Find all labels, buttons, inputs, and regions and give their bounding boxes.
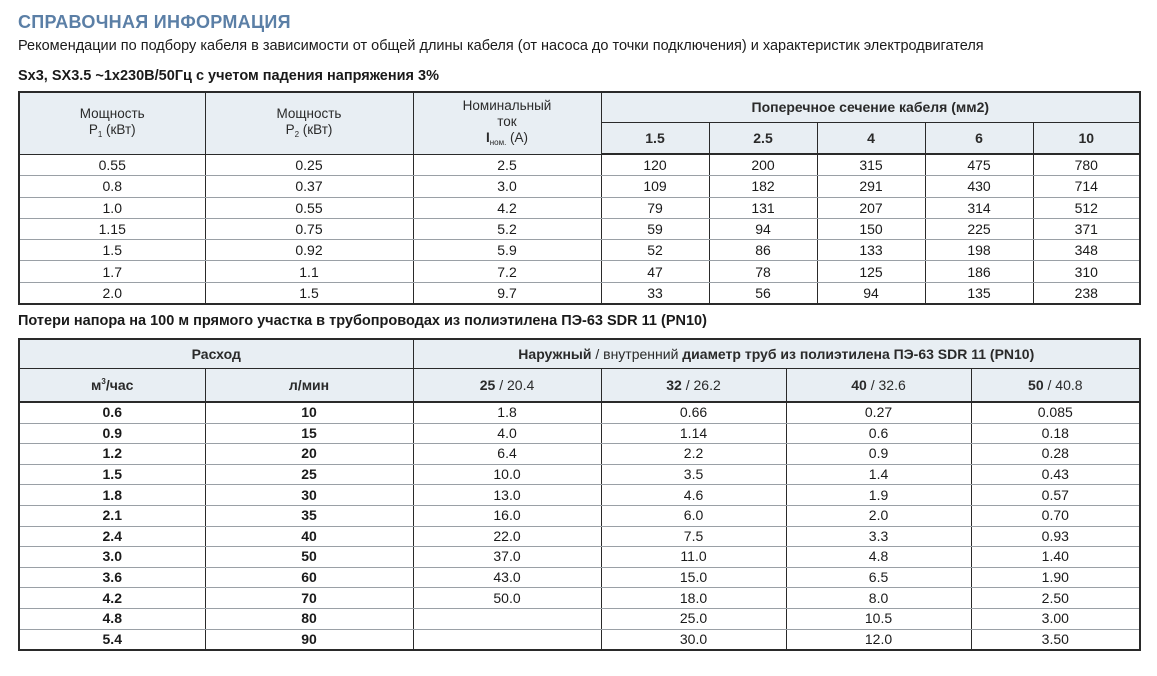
table-cell: 4.6 bbox=[601, 485, 786, 506]
table-row bbox=[19, 423, 1140, 444]
table-cell: 10 bbox=[205, 402, 413, 423]
table-cell: 135 bbox=[925, 282, 1033, 304]
table-row bbox=[19, 218, 1140, 239]
table-cell: 79 bbox=[601, 197, 709, 218]
table-cell: 94 bbox=[709, 218, 817, 239]
table-cell: 2.0 bbox=[19, 282, 205, 304]
table-cell: 0.28 bbox=[971, 444, 1140, 465]
table-cell: 59 bbox=[601, 218, 709, 239]
table-cell: 40 bbox=[205, 526, 413, 547]
table-cell: 20 bbox=[205, 444, 413, 465]
table-row bbox=[19, 567, 1140, 588]
table-cell: 6.0 bbox=[601, 505, 786, 526]
table-cell: 0.085 bbox=[971, 402, 1140, 423]
table-cell: 150 bbox=[817, 218, 925, 239]
table-cell: 131 bbox=[709, 197, 817, 218]
col-header-section-2: 4 bbox=[817, 122, 925, 154]
table-cell: 60 bbox=[205, 567, 413, 588]
table-cell bbox=[413, 629, 601, 650]
table-cell: 18.0 bbox=[601, 588, 786, 609]
col-header-section-3: 6 bbox=[925, 122, 1033, 154]
table-cell: 0.70 bbox=[971, 505, 1140, 526]
table-cell: 5.2 bbox=[413, 218, 601, 239]
table-cell: 371 bbox=[1033, 218, 1140, 239]
table-cell: 1.5 bbox=[205, 282, 413, 304]
table-row bbox=[19, 176, 1140, 197]
table-cell: 3.3 bbox=[786, 526, 971, 547]
table-cell: 1.7 bbox=[19, 261, 205, 282]
table-cell: 310 bbox=[1033, 261, 1140, 282]
table-cell: 30 bbox=[205, 485, 413, 506]
table-cell: 1.8 bbox=[413, 402, 601, 423]
table-row bbox=[19, 464, 1140, 485]
table-cell: 0.37 bbox=[205, 176, 413, 197]
table-cell: 0.43 bbox=[971, 464, 1140, 485]
table-cell: 4.8 bbox=[786, 547, 971, 568]
table-cell bbox=[413, 608, 601, 629]
table-cell: 13.0 bbox=[413, 485, 601, 506]
table-cell: 475 bbox=[925, 154, 1033, 176]
table-cell: 3.0 bbox=[19, 547, 205, 568]
table-cell: 2.1 bbox=[19, 505, 205, 526]
table-cell: 43.0 bbox=[413, 567, 601, 588]
table-cell: 182 bbox=[709, 176, 817, 197]
table-cell: 0.6 bbox=[786, 423, 971, 444]
head-loss-table bbox=[18, 338, 1141, 651]
table-cell: 0.8 bbox=[19, 176, 205, 197]
table-cell: 4.2 bbox=[413, 197, 601, 218]
page-title: СПРАВОЧНАЯ ИНФОРМАЦИЯ bbox=[18, 12, 291, 32]
table-cell: 90 bbox=[205, 629, 413, 650]
table-row bbox=[19, 629, 1140, 650]
table-cell: 1.8 bbox=[19, 485, 205, 506]
table-cell: 94 bbox=[817, 282, 925, 304]
table-row bbox=[19, 505, 1140, 526]
table-cell: 80 bbox=[205, 608, 413, 629]
table-cell: 16.0 bbox=[413, 505, 601, 526]
table-cell: 1.90 bbox=[971, 567, 1140, 588]
table-cell: 3.5 bbox=[601, 464, 786, 485]
table-cell: 200 bbox=[709, 154, 817, 176]
table-cell: 120 bbox=[601, 154, 709, 176]
table-cell: 22.0 bbox=[413, 526, 601, 547]
table-cell: 315 bbox=[817, 154, 925, 176]
table-cell: 0.6 bbox=[19, 402, 205, 423]
table-cell: 25 bbox=[205, 464, 413, 485]
table-cell: 0.9 bbox=[786, 444, 971, 465]
head-loss-table-heading: Потери напора на 100 м прямого участка в трубопроводах из полиэтилена ПЭ-63 SDR 11 (PN10) bbox=[18, 313, 707, 329]
col-header-flow: Расход bbox=[19, 339, 413, 368]
table-cell: 1.15 bbox=[19, 218, 205, 239]
table-cell: 1.9 bbox=[786, 485, 971, 506]
table-cell: 0.25 bbox=[205, 154, 413, 176]
table-cell: 50.0 bbox=[413, 588, 601, 609]
table-cell: 1.2 bbox=[19, 444, 205, 465]
table-cell: 15.0 bbox=[601, 567, 786, 588]
table-cell: 207 bbox=[817, 197, 925, 218]
table-cell: 33 bbox=[601, 282, 709, 304]
table-cell: 30.0 bbox=[601, 629, 786, 650]
table-cell: 198 bbox=[925, 240, 1033, 261]
table-cell: 6.5 bbox=[786, 567, 971, 588]
table-row bbox=[19, 588, 1140, 609]
table-cell: 9.7 bbox=[413, 282, 601, 304]
table-cell: 348 bbox=[1033, 240, 1140, 261]
table-cell: 1.40 bbox=[971, 547, 1140, 568]
table-cell: 238 bbox=[1033, 282, 1140, 304]
table-cell: 1.1 bbox=[205, 261, 413, 282]
table-cell: 4.0 bbox=[413, 423, 601, 444]
table-row bbox=[19, 282, 1140, 304]
table-cell: 70 bbox=[205, 588, 413, 609]
table-cell: 186 bbox=[925, 261, 1033, 282]
table-row bbox=[19, 526, 1140, 547]
table-cell: 50 bbox=[205, 547, 413, 568]
table-cell: 52 bbox=[601, 240, 709, 261]
table-cell: 5.9 bbox=[413, 240, 601, 261]
table-cell: 7.2 bbox=[413, 261, 601, 282]
table-row bbox=[19, 608, 1140, 629]
table-cell: 37.0 bbox=[413, 547, 601, 568]
table-cell: 314 bbox=[925, 197, 1033, 218]
table-cell: 25.0 bbox=[601, 608, 786, 629]
table-cell: 3.0 bbox=[413, 176, 601, 197]
table-cell: 109 bbox=[601, 176, 709, 197]
table-cell: 86 bbox=[709, 240, 817, 261]
col-header-p2: Мощность $P_2$ (кВт) bbox=[205, 92, 413, 154]
table-cell: 780 bbox=[1033, 154, 1140, 176]
col-header-m3h: $м^3$/час bbox=[19, 368, 205, 402]
col-header-lmin: л/мин bbox=[205, 368, 413, 402]
table-cell: 133 bbox=[817, 240, 925, 261]
cable-table-heading: Sx3, SX3.5 ~1x230В/50Гц с учетом падения напряжения 3% bbox=[18, 68, 439, 84]
table-cell: 78 bbox=[709, 261, 817, 282]
table-cell: 12.0 bbox=[786, 629, 971, 650]
table-cell: 35 bbox=[205, 505, 413, 526]
table-row bbox=[19, 402, 1140, 423]
table-cell: 11.0 bbox=[601, 547, 786, 568]
page-subtitle: Рекомендации по подбору кабеля в зависимости от общей длины кабеля (от насоса до точки подключения) и характеристик электродвигателя bbox=[18, 38, 984, 54]
table-cell: 291 bbox=[817, 176, 925, 197]
table-cell: 0.55 bbox=[19, 154, 205, 176]
table-cell: 512 bbox=[1033, 197, 1140, 218]
col-header-diameter: Наружный / внутренний диаметр труб из полиэтилена ПЭ-63 SDR 11 (PN10) bbox=[413, 339, 1140, 368]
cable-selection-table bbox=[18, 91, 1141, 305]
table-cell: 0.93 bbox=[971, 526, 1140, 547]
table-row bbox=[19, 547, 1140, 568]
table-cell: 714 bbox=[1033, 176, 1140, 197]
table-cell: 5.4 bbox=[19, 629, 205, 650]
col-header-diameter-1: 32 / 26.2 bbox=[601, 368, 786, 402]
table-cell: 430 bbox=[925, 176, 1033, 197]
table-cell: 0.18 bbox=[971, 423, 1140, 444]
table-cell: 1.5 bbox=[19, 464, 205, 485]
table-row bbox=[19, 197, 1140, 218]
table-cell: 3.00 bbox=[971, 608, 1140, 629]
table-cell: 1.14 bbox=[601, 423, 786, 444]
table-cell: 8.0 bbox=[786, 588, 971, 609]
table-cell: 2.50 bbox=[971, 588, 1140, 609]
table-row bbox=[19, 444, 1140, 465]
table-cell: 1.5 bbox=[19, 240, 205, 261]
table-cell: 2.5 bbox=[413, 154, 601, 176]
col-header-section: Поперечное сечение кабеля (мм2) bbox=[601, 92, 1140, 122]
table-cell: 2.0 bbox=[786, 505, 971, 526]
table-cell: 0.27 bbox=[786, 402, 971, 423]
table-cell: 47 bbox=[601, 261, 709, 282]
table-row bbox=[19, 154, 1140, 176]
table-cell: 125 bbox=[817, 261, 925, 282]
col-header-diameter-0: 25 / 20.4 bbox=[413, 368, 601, 402]
table-cell: 0.92 bbox=[205, 240, 413, 261]
table-cell: 1.0 bbox=[19, 197, 205, 218]
table-row bbox=[19, 240, 1140, 261]
col-header-current: Номинальный ток $I_{ном.}$ (А) bbox=[413, 92, 601, 154]
table-cell: 225 bbox=[925, 218, 1033, 239]
col-header-diameter-2: 40 / 32.6 bbox=[786, 368, 971, 402]
table-cell: 4.8 bbox=[19, 608, 205, 629]
table-cell: 0.55 bbox=[205, 197, 413, 218]
table-cell: 1.4 bbox=[786, 464, 971, 485]
table-cell: 0.57 bbox=[971, 485, 1140, 506]
col-header-section-0: 1.5 bbox=[601, 122, 709, 154]
table-cell: 7.5 bbox=[601, 526, 786, 547]
table-cell: 0.9 bbox=[19, 423, 205, 444]
table-row bbox=[19, 261, 1140, 282]
table-cell: 2.2 bbox=[601, 444, 786, 465]
col-header-p1: Мощность $P_1$ (кВт) bbox=[19, 92, 205, 154]
col-header-section-1: 2.5 bbox=[709, 122, 817, 154]
table-cell: 10.0 bbox=[413, 464, 601, 485]
table-cell: 10.5 bbox=[786, 608, 971, 629]
col-header-diameter-3: 50 / 40.8 bbox=[971, 368, 1140, 402]
table-cell: 0.75 bbox=[205, 218, 413, 239]
table-cell: 6.4 bbox=[413, 444, 601, 465]
table-cell: 0.66 bbox=[601, 402, 786, 423]
table-cell: 3.6 bbox=[19, 567, 205, 588]
table-cell: 15 bbox=[205, 423, 413, 444]
table-cell: 2.4 bbox=[19, 526, 205, 547]
col-header-section-4: 10 bbox=[1033, 122, 1140, 154]
table-cell: 4.2 bbox=[19, 588, 205, 609]
table-cell: 3.50 bbox=[971, 629, 1140, 650]
table-cell: 56 bbox=[709, 282, 817, 304]
table-row bbox=[19, 485, 1140, 506]
